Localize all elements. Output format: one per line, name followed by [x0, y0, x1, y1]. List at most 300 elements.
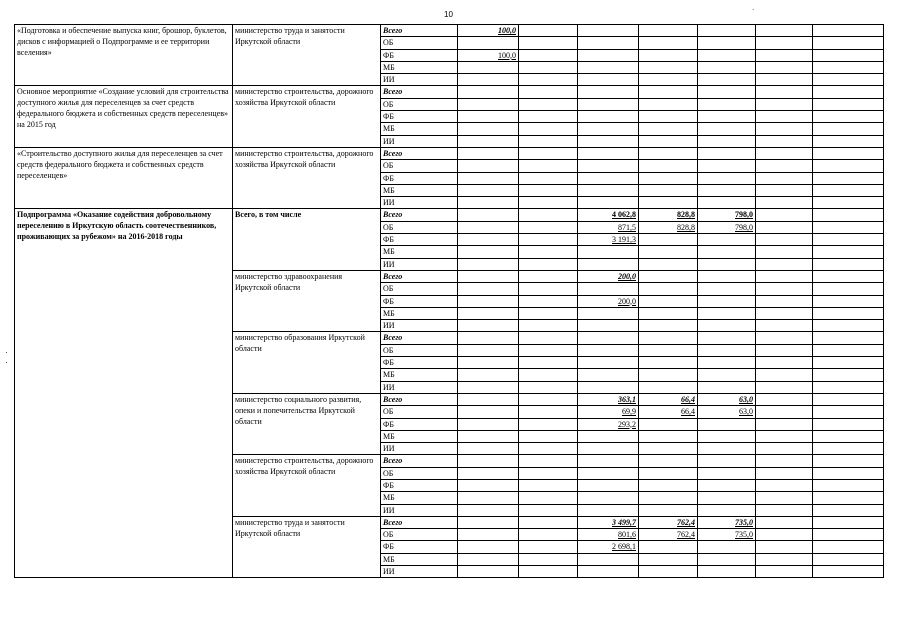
amount-cell	[578, 98, 639, 110]
amount-cell	[756, 98, 813, 110]
executor-cell: министерство образования Иркутской области	[233, 332, 381, 393]
amount-cell	[813, 381, 884, 393]
amount-cell	[639, 467, 698, 479]
amount-cell	[698, 504, 756, 516]
amount-cell	[458, 37, 519, 49]
amount-cell	[578, 479, 639, 491]
amount-cell	[813, 541, 884, 553]
funding-source-cell: Всего	[381, 516, 458, 528]
amount-cell	[458, 135, 519, 147]
amount-cell	[698, 197, 756, 209]
funding-source-cell: МБ	[381, 123, 458, 135]
funding-source-cell: ИИ	[381, 74, 458, 86]
amount-cell	[813, 197, 884, 209]
funding-source-cell: Всего	[381, 25, 458, 37]
amount-cell	[756, 37, 813, 49]
amount-cell	[756, 221, 813, 233]
amount-cell	[519, 86, 578, 98]
amount-cell	[458, 443, 519, 455]
funding-source-cell: Всего	[381, 455, 458, 467]
amount-cell	[578, 37, 639, 49]
amount-cell	[458, 344, 519, 356]
amount-cell	[578, 111, 639, 123]
amount-cell: 200,0	[578, 270, 639, 282]
amount-cell	[578, 25, 639, 37]
amount-cell	[813, 492, 884, 504]
amount-cell	[813, 332, 884, 344]
funding-source-cell: ОБ	[381, 529, 458, 541]
amount-cell	[756, 160, 813, 172]
amount-cell	[519, 123, 578, 135]
amount-cell	[698, 111, 756, 123]
amount-cell	[458, 504, 519, 516]
amount-cell	[813, 344, 884, 356]
amount-cell	[639, 307, 698, 319]
amount-cell	[639, 443, 698, 455]
amount-cell	[639, 566, 698, 578]
amount-cell	[698, 37, 756, 49]
amount-cell	[698, 184, 756, 196]
amount-cell	[698, 430, 756, 442]
funding-source-cell: МБ	[381, 369, 458, 381]
funding-source-cell: ОБ	[381, 160, 458, 172]
amount-cell	[519, 135, 578, 147]
amount-cell	[458, 234, 519, 246]
amount-cell	[698, 320, 756, 332]
amount-cell	[813, 516, 884, 528]
amount-cell	[698, 455, 756, 467]
amount-cell	[639, 74, 698, 86]
amount-cell	[639, 270, 698, 282]
amount-cell	[458, 418, 519, 430]
amount-cell	[813, 25, 884, 37]
amount-cell	[519, 467, 578, 479]
amount-cell	[578, 381, 639, 393]
amount-cell	[639, 135, 698, 147]
amount-cell	[519, 529, 578, 541]
amount-cell: 828,8	[639, 221, 698, 233]
amount-cell	[519, 566, 578, 578]
funding-source-cell: ФБ	[381, 479, 458, 491]
amount-cell	[813, 553, 884, 565]
amount-cell	[578, 492, 639, 504]
funding-source-cell: ОБ	[381, 467, 458, 479]
amount-cell	[756, 123, 813, 135]
amount-cell	[698, 135, 756, 147]
amount-cell	[458, 246, 519, 258]
amount-cell	[519, 295, 578, 307]
amount-cell	[698, 344, 756, 356]
funding-source-cell: ИИ	[381, 320, 458, 332]
amount-cell	[578, 135, 639, 147]
amount-cell	[578, 467, 639, 479]
funding-source-cell: Всего	[381, 86, 458, 98]
amount-cell	[639, 492, 698, 504]
funding-source-cell: МБ	[381, 307, 458, 319]
amount-cell	[756, 61, 813, 73]
amount-cell	[578, 283, 639, 295]
amount-cell	[519, 553, 578, 565]
funding-source-cell: ОБ	[381, 98, 458, 110]
amount-cell	[698, 553, 756, 565]
amount-cell	[578, 320, 639, 332]
amount-cell	[578, 307, 639, 319]
amount-cell	[813, 566, 884, 578]
amount-cell	[519, 197, 578, 209]
amount-cell	[756, 406, 813, 418]
amount-cell	[813, 295, 884, 307]
amount-cell	[756, 344, 813, 356]
amount-cell	[698, 234, 756, 246]
amount-cell	[519, 393, 578, 405]
amount-cell	[813, 49, 884, 61]
amount-cell	[813, 504, 884, 516]
amount-cell	[813, 172, 884, 184]
amount-cell	[519, 258, 578, 270]
amount-cell	[519, 160, 578, 172]
executor-cell: министерство здравоохранения Иркутской области	[233, 270, 381, 331]
amount-cell	[756, 25, 813, 37]
amount-cell	[458, 209, 519, 221]
amount-cell	[698, 381, 756, 393]
amount-cell	[639, 37, 698, 49]
amount-cell	[519, 270, 578, 282]
amount-cell	[756, 443, 813, 455]
amount-cell	[813, 479, 884, 491]
amount-cell	[813, 61, 884, 73]
amount-cell	[756, 172, 813, 184]
amount-cell	[698, 258, 756, 270]
amount-cell	[639, 430, 698, 442]
amount-cell	[698, 566, 756, 578]
amount-cell	[813, 184, 884, 196]
amount-cell: 100,0	[458, 25, 519, 37]
amount-cell	[578, 566, 639, 578]
amount-cell	[458, 406, 519, 418]
amount-cell	[756, 479, 813, 491]
amount-cell	[458, 197, 519, 209]
amount-cell	[698, 492, 756, 504]
amount-cell	[813, 418, 884, 430]
amount-cell	[639, 418, 698, 430]
funding-source-cell: ОБ	[381, 406, 458, 418]
amount-cell	[458, 258, 519, 270]
funding-source-cell: МБ	[381, 430, 458, 442]
amount-cell	[519, 49, 578, 61]
amount-cell	[458, 295, 519, 307]
amount-cell	[458, 553, 519, 565]
funding-source-cell: ИИ	[381, 258, 458, 270]
executor-cell: Всего, в том числе	[233, 209, 381, 270]
amount-cell	[639, 455, 698, 467]
amount-cell	[578, 123, 639, 135]
amount-cell	[698, 98, 756, 110]
amount-cell	[698, 270, 756, 282]
amount-cell	[698, 443, 756, 455]
table-row	[15, 147, 884, 159]
amount-cell	[756, 74, 813, 86]
amount-cell	[639, 357, 698, 369]
amount-cell	[519, 357, 578, 369]
amount-cell	[519, 332, 578, 344]
amount-cell	[813, 37, 884, 49]
table-row	[15, 209, 884, 221]
amount-cell	[519, 320, 578, 332]
amount-cell	[756, 516, 813, 528]
funding-source-cell: Всего	[381, 147, 458, 159]
amount-cell: 63,0	[698, 406, 756, 418]
executor-cell: министерство строительства, дорожного хозяйства Иркутской области	[233, 455, 381, 516]
amount-cell	[698, 479, 756, 491]
amount-cell	[458, 381, 519, 393]
amount-cell	[519, 147, 578, 159]
page-number: 10	[444, 10, 453, 19]
funding-source-cell: МБ	[381, 553, 458, 565]
amount-cell: 735,0	[698, 516, 756, 528]
amount-cell	[698, 418, 756, 430]
amount-cell	[813, 455, 884, 467]
amount-cell	[756, 492, 813, 504]
funding-source-cell: ИИ	[381, 443, 458, 455]
amount-cell	[519, 455, 578, 467]
amount-cell	[519, 209, 578, 221]
amount-cell	[578, 455, 639, 467]
amount-cell	[639, 160, 698, 172]
amount-cell	[698, 86, 756, 98]
amount-cell	[519, 504, 578, 516]
amount-cell: 200,0	[578, 295, 639, 307]
funding-source-cell: ИИ	[381, 504, 458, 516]
funding-source-cell: МБ	[381, 184, 458, 196]
amount-cell	[813, 86, 884, 98]
amount-cell	[756, 295, 813, 307]
amount-cell	[639, 320, 698, 332]
amount-cell	[756, 184, 813, 196]
amount-cell	[756, 504, 813, 516]
amount-cell	[698, 123, 756, 135]
amount-cell: 3 191,3	[578, 234, 639, 246]
amount-cell	[756, 135, 813, 147]
activity-name-cell: Подпрограмма «Оказание содействия добровольному переселению в Иркутскую область соотечественников, проживающих за рубежом» на 2016-2018 годы	[15, 209, 233, 578]
funding-source-cell: Всего	[381, 332, 458, 344]
funding-source-cell: Всего	[381, 209, 458, 221]
amount-cell	[458, 529, 519, 541]
amount-cell	[519, 172, 578, 184]
amount-cell	[639, 61, 698, 73]
amount-cell	[578, 74, 639, 86]
amount-cell	[578, 344, 639, 356]
amount-cell	[639, 479, 698, 491]
activity-name-cell: «Подготовка и обеспечение выпуска книг, брошюр, буклетов, дисков с информацией о Подпрограмме и ее территории вселения»	[15, 25, 233, 86]
amount-cell	[458, 320, 519, 332]
amount-cell	[639, 98, 698, 110]
amount-cell	[698, 172, 756, 184]
amount-cell	[639, 504, 698, 516]
amount-cell	[639, 234, 698, 246]
amount-cell	[458, 307, 519, 319]
funding-source-cell: ФБ	[381, 111, 458, 123]
amount-cell	[698, 147, 756, 159]
amount-cell	[756, 541, 813, 553]
funding-source-cell: МБ	[381, 492, 458, 504]
amount-cell	[458, 61, 519, 73]
amount-cell	[813, 135, 884, 147]
amount-cell	[578, 258, 639, 270]
amount-cell	[639, 197, 698, 209]
amount-cell	[698, 49, 756, 61]
amount-cell	[519, 516, 578, 528]
amount-cell	[578, 160, 639, 172]
amount-cell: 871,5	[578, 221, 639, 233]
amount-cell	[519, 443, 578, 455]
amount-cell	[519, 283, 578, 295]
amount-cell	[639, 147, 698, 159]
amount-cell	[458, 516, 519, 528]
amount-cell	[756, 111, 813, 123]
amount-cell: 762,4	[639, 529, 698, 541]
amount-cell	[756, 369, 813, 381]
amount-cell	[519, 61, 578, 73]
amount-cell	[813, 246, 884, 258]
amount-cell: 66,4	[639, 406, 698, 418]
amount-cell	[698, 61, 756, 73]
table-body	[15, 25, 884, 578]
amount-cell	[698, 25, 756, 37]
table-row	[15, 86, 884, 98]
amount-cell	[698, 74, 756, 86]
amount-cell: 798,0	[698, 209, 756, 221]
amount-cell	[756, 147, 813, 159]
amount-cell	[698, 369, 756, 381]
amount-cell	[698, 160, 756, 172]
amount-cell	[519, 37, 578, 49]
margin-mark	[6, 352, 7, 353]
amount-cell	[813, 406, 884, 418]
amount-cell: 63,0	[698, 393, 756, 405]
funding-source-cell: ОБ	[381, 344, 458, 356]
amount-cell	[813, 221, 884, 233]
amount-cell	[639, 184, 698, 196]
funding-table	[14, 24, 884, 578]
funding-source-cell: ОБ	[381, 221, 458, 233]
funding-source-cell: МБ	[381, 61, 458, 73]
funding-source-cell: ФБ	[381, 541, 458, 553]
funding-source-cell: ФБ	[381, 418, 458, 430]
amount-cell	[519, 234, 578, 246]
amount-cell	[698, 467, 756, 479]
amount-cell	[578, 49, 639, 61]
amount-cell	[458, 430, 519, 442]
amount-cell	[639, 369, 698, 381]
amount-cell	[813, 160, 884, 172]
activity-name-cell: Основное мероприятие «Создание условий для строительства доступного жилья для переселенцев за счет средств федерального бюджета и собственных средств переселенцев» на 2015 год	[15, 86, 233, 147]
amount-cell	[639, 111, 698, 123]
amount-cell	[756, 234, 813, 246]
amount-cell	[813, 147, 884, 159]
amount-cell	[756, 197, 813, 209]
funding-source-cell: ФБ	[381, 295, 458, 307]
amount-cell	[813, 258, 884, 270]
amount-cell	[756, 418, 813, 430]
amount-cell	[813, 111, 884, 123]
amount-cell	[756, 320, 813, 332]
funding-source-cell: ФБ	[381, 234, 458, 246]
amount-cell: 828,8	[639, 209, 698, 221]
amount-cell	[813, 393, 884, 405]
amount-cell	[756, 381, 813, 393]
amount-cell	[698, 246, 756, 258]
amount-cell	[519, 221, 578, 233]
funding-source-cell: ИИ	[381, 381, 458, 393]
amount-cell	[519, 307, 578, 319]
amount-cell	[519, 25, 578, 37]
amount-cell	[458, 566, 519, 578]
amount-cell	[458, 492, 519, 504]
amount-cell	[578, 332, 639, 344]
amount-cell	[813, 74, 884, 86]
amount-cell	[458, 393, 519, 405]
activity-name-cell: «Строительство доступного жилья для переселенцев за счет средств федерального бюджета и собственных средств переселенцев»	[15, 147, 233, 208]
amount-cell	[519, 184, 578, 196]
amount-cell	[698, 541, 756, 553]
amount-cell	[756, 283, 813, 295]
funding-source-cell: ФБ	[381, 49, 458, 61]
amount-cell	[756, 49, 813, 61]
funding-source-cell: ИИ	[381, 135, 458, 147]
amount-cell	[813, 123, 884, 135]
amount-cell: 293,2	[578, 418, 639, 430]
amount-cell	[578, 86, 639, 98]
amount-cell	[519, 111, 578, 123]
amount-cell: 735,0	[698, 529, 756, 541]
amount-cell	[813, 270, 884, 282]
amount-cell	[458, 357, 519, 369]
amount-cell	[578, 172, 639, 184]
amount-cell	[756, 566, 813, 578]
amount-cell	[458, 541, 519, 553]
amount-cell	[813, 529, 884, 541]
amount-cell	[639, 283, 698, 295]
executor-cell: министерство строительства, дорожного хозяйства Иркутской области	[233, 86, 381, 147]
amount-cell	[519, 492, 578, 504]
amount-cell	[756, 307, 813, 319]
amount-cell	[639, 381, 698, 393]
amount-cell	[519, 98, 578, 110]
amount-cell	[756, 529, 813, 541]
amount-cell	[639, 344, 698, 356]
amount-cell	[519, 74, 578, 86]
amount-cell	[756, 455, 813, 467]
funding-source-cell: ИИ	[381, 566, 458, 578]
amount-cell	[458, 467, 519, 479]
amount-cell	[639, 86, 698, 98]
amount-cell	[639, 246, 698, 258]
amount-cell	[639, 172, 698, 184]
amount-cell	[458, 98, 519, 110]
amount-cell	[458, 221, 519, 233]
amount-cell	[458, 86, 519, 98]
amount-cell	[458, 369, 519, 381]
executor-cell: министерство строительства, дорожного хозяйства Иркутской области	[233, 147, 381, 208]
amount-cell	[578, 184, 639, 196]
amount-cell	[813, 209, 884, 221]
amount-cell	[519, 381, 578, 393]
amount-cell: 801,6	[578, 529, 639, 541]
amount-cell	[639, 49, 698, 61]
amount-cell	[578, 357, 639, 369]
amount-cell	[578, 246, 639, 258]
amount-cell	[813, 283, 884, 295]
